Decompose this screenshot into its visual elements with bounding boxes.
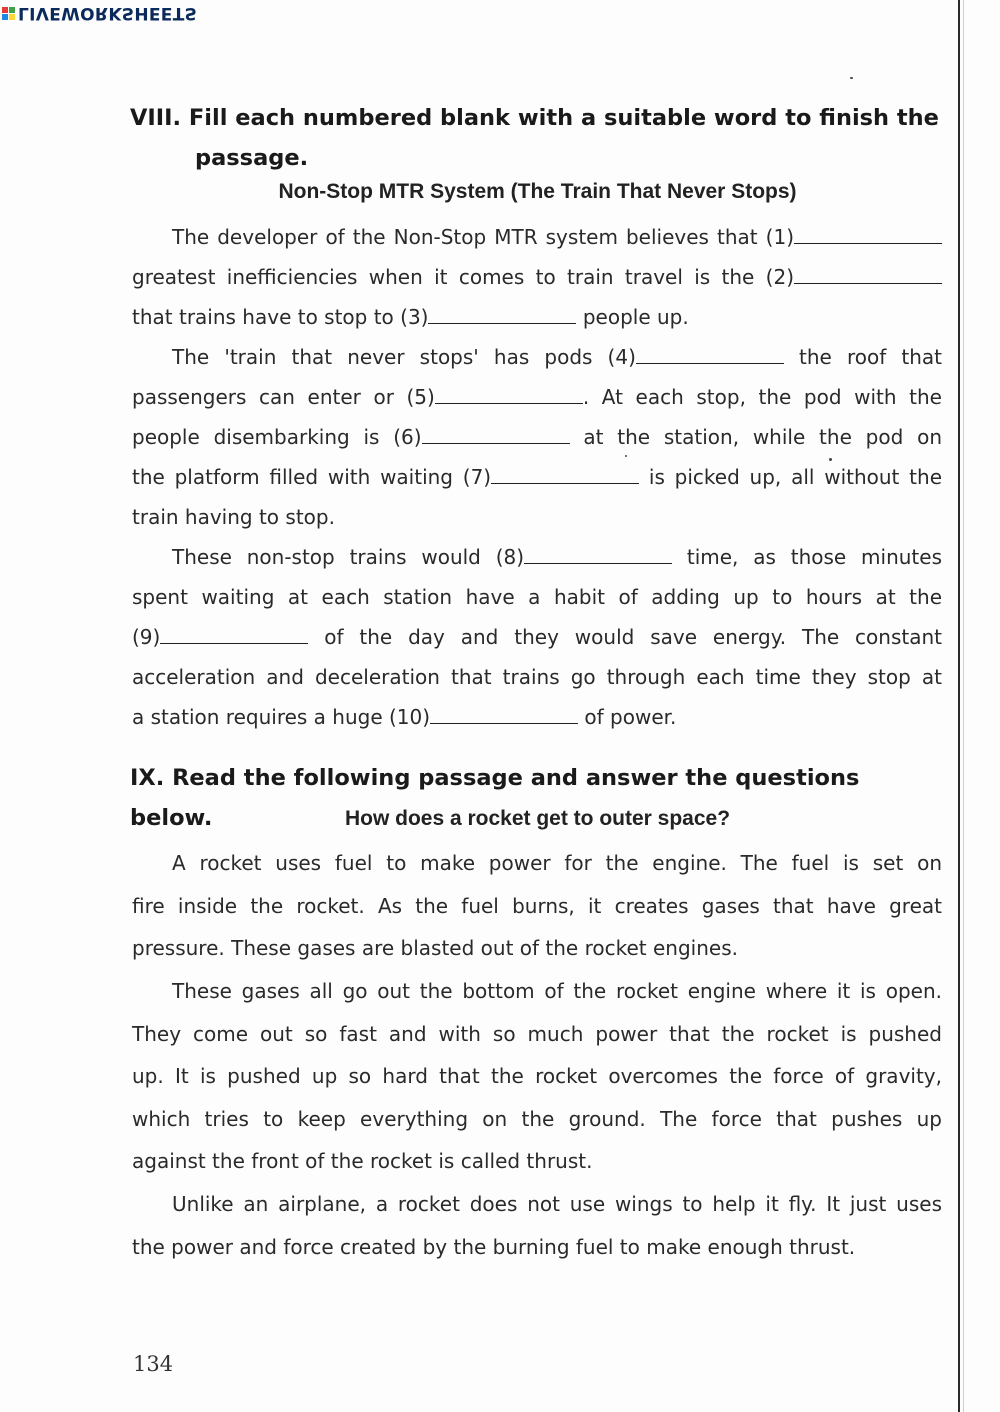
answer-blank[interactable]	[636, 343, 784, 364]
line-text-after: is picked up, all without the	[639, 465, 942, 489]
passage-line	[132, 497, 942, 537]
scan-speck	[829, 458, 832, 461]
rocket-paragraph-3	[132, 1183, 942, 1268]
answer-blank[interactable]	[430, 703, 578, 724]
passage-line	[132, 577, 942, 617]
passage-line	[132, 257, 942, 297]
passage-line	[132, 297, 942, 337]
passage-line	[132, 377, 942, 417]
line-text: acceleration and deceleration that trains go through each time they stop at	[132, 665, 942, 689]
passage-line	[132, 617, 942, 657]
scan-speck	[625, 455, 627, 457]
mtr-paragraph-2	[132, 337, 942, 537]
line-text-before: passengers can enter or (5)	[132, 385, 435, 409]
line-text-after: people up.	[576, 305, 689, 329]
logo-square	[2, 7, 8, 13]
line-text-before: The 'train that never stops' has pods (4)	[172, 345, 636, 369]
passage-line: Unlike an airplane, a rocket does not use wings to help it fly. It just uses	[172, 1192, 942, 1216]
scan-edge-line	[958, 0, 960, 1412]
line-text-before: that trains have to stop to (3)	[132, 305, 429, 329]
answer-blank[interactable]	[794, 263, 942, 284]
section-8-heading-line2: passage.	[195, 145, 309, 171]
section-8-heading-line1: VIII. Fill each numbered blank with a suitable word to finish the	[130, 105, 939, 131]
mtr-paragraph-1	[132, 217, 942, 337]
line-text: spent waiting at each station have a habit of adding up to hours at the	[132, 585, 942, 609]
passage-line: A rocket uses fuel to make power for the engine. The fuel is set on	[172, 851, 942, 875]
rocket-paragraph-1	[132, 842, 942, 970]
logo-square	[9, 7, 15, 13]
passage-line: which tries to keep everything on the ground. The force that pushes up	[132, 1106, 942, 1131]
logo-square	[2, 14, 8, 20]
answer-blank[interactable]	[794, 223, 942, 244]
answer-blank[interactable]	[491, 463, 639, 484]
logo-squares-icon	[2, 7, 15, 20]
passage-line	[132, 217, 942, 257]
passage-line: the power and force created by the burning fuel to make enough thrust.	[132, 1234, 856, 1259]
liveworksheets-logo	[2, 2, 197, 24]
line-text-after: of power.	[578, 705, 677, 729]
line-text-before: the platform filled with waiting (7)	[132, 465, 492, 489]
rocket-paragraph-2	[132, 970, 942, 1183]
passage-line: They come out so fast and with so much power that the rocket is pushed	[132, 1021, 942, 1046]
passage-title-mtr: Non-Stop MTR System (The Train That Never Stops)	[278, 180, 797, 203]
passage-line	[132, 457, 942, 497]
passage-line: up. It is pushed up so hard that the rocket overcomes the force of gravity,	[132, 1064, 942, 1088]
answer-blank[interactable]	[435, 383, 583, 404]
passage-title-rocket: How does a rocket get to outer space?	[344, 807, 731, 830]
scan-speck	[850, 77, 853, 79]
line-text-after: time, as those minutes	[672, 545, 942, 569]
passage-line: against the front of the rocket is called thrust.	[132, 1149, 593, 1173]
line-text-before: The developer of the Non-Stop MTR system believes that (1)	[172, 225, 794, 249]
answer-blank[interactable]	[422, 423, 570, 444]
passage-line: pressure. These gases are blasted out of the rocket engines.	[132, 936, 738, 960]
line-text-after: . At each stop, the pod with the	[582, 385, 942, 409]
logo-text: LIVEWORKSHEETS	[18, 3, 198, 23]
page-number: 134	[133, 1352, 174, 1376]
passage-line	[132, 537, 942, 577]
answer-blank[interactable]	[160, 623, 308, 644]
section-8-heading	[130, 98, 945, 178]
line-text-after: the roof that	[783, 345, 942, 369]
answer-blank[interactable]	[524, 543, 672, 564]
line-text: train having to stop.	[132, 505, 335, 529]
line-text-after: at the station, while the pod on	[569, 425, 942, 449]
passage-line	[132, 657, 942, 697]
scan-edge-shadow	[963, 0, 964, 1412]
passage-line: fire inside the rocket. As the fuel burns, it creates gases that have great	[132, 893, 942, 918]
line-text-before: greatest inefficiencies when it comes to train travel is the (2)	[132, 265, 794, 289]
line-text-after: of the day and they would save energy. The constant	[308, 625, 942, 649]
passage-line	[132, 697, 942, 737]
passage-line	[132, 337, 942, 377]
line-text-before: a station requires a huge (10)	[132, 705, 431, 729]
line-text-before: (9)	[132, 625, 161, 649]
passage-line	[132, 417, 942, 457]
line-text-before: people disembarking is (6)	[132, 425, 422, 449]
passage-line: These gases all go out the bottom of the rocket engine where it is open.	[172, 979, 942, 1003]
mtr-paragraph-3	[132, 537, 942, 737]
section-9-heading: IX. Read the following passage and answer the questions below.	[130, 765, 860, 831]
answer-blank[interactable]	[428, 303, 576, 324]
line-text-before: These non-stop trains would (8)	[172, 545, 525, 569]
logo-square	[9, 14, 15, 20]
